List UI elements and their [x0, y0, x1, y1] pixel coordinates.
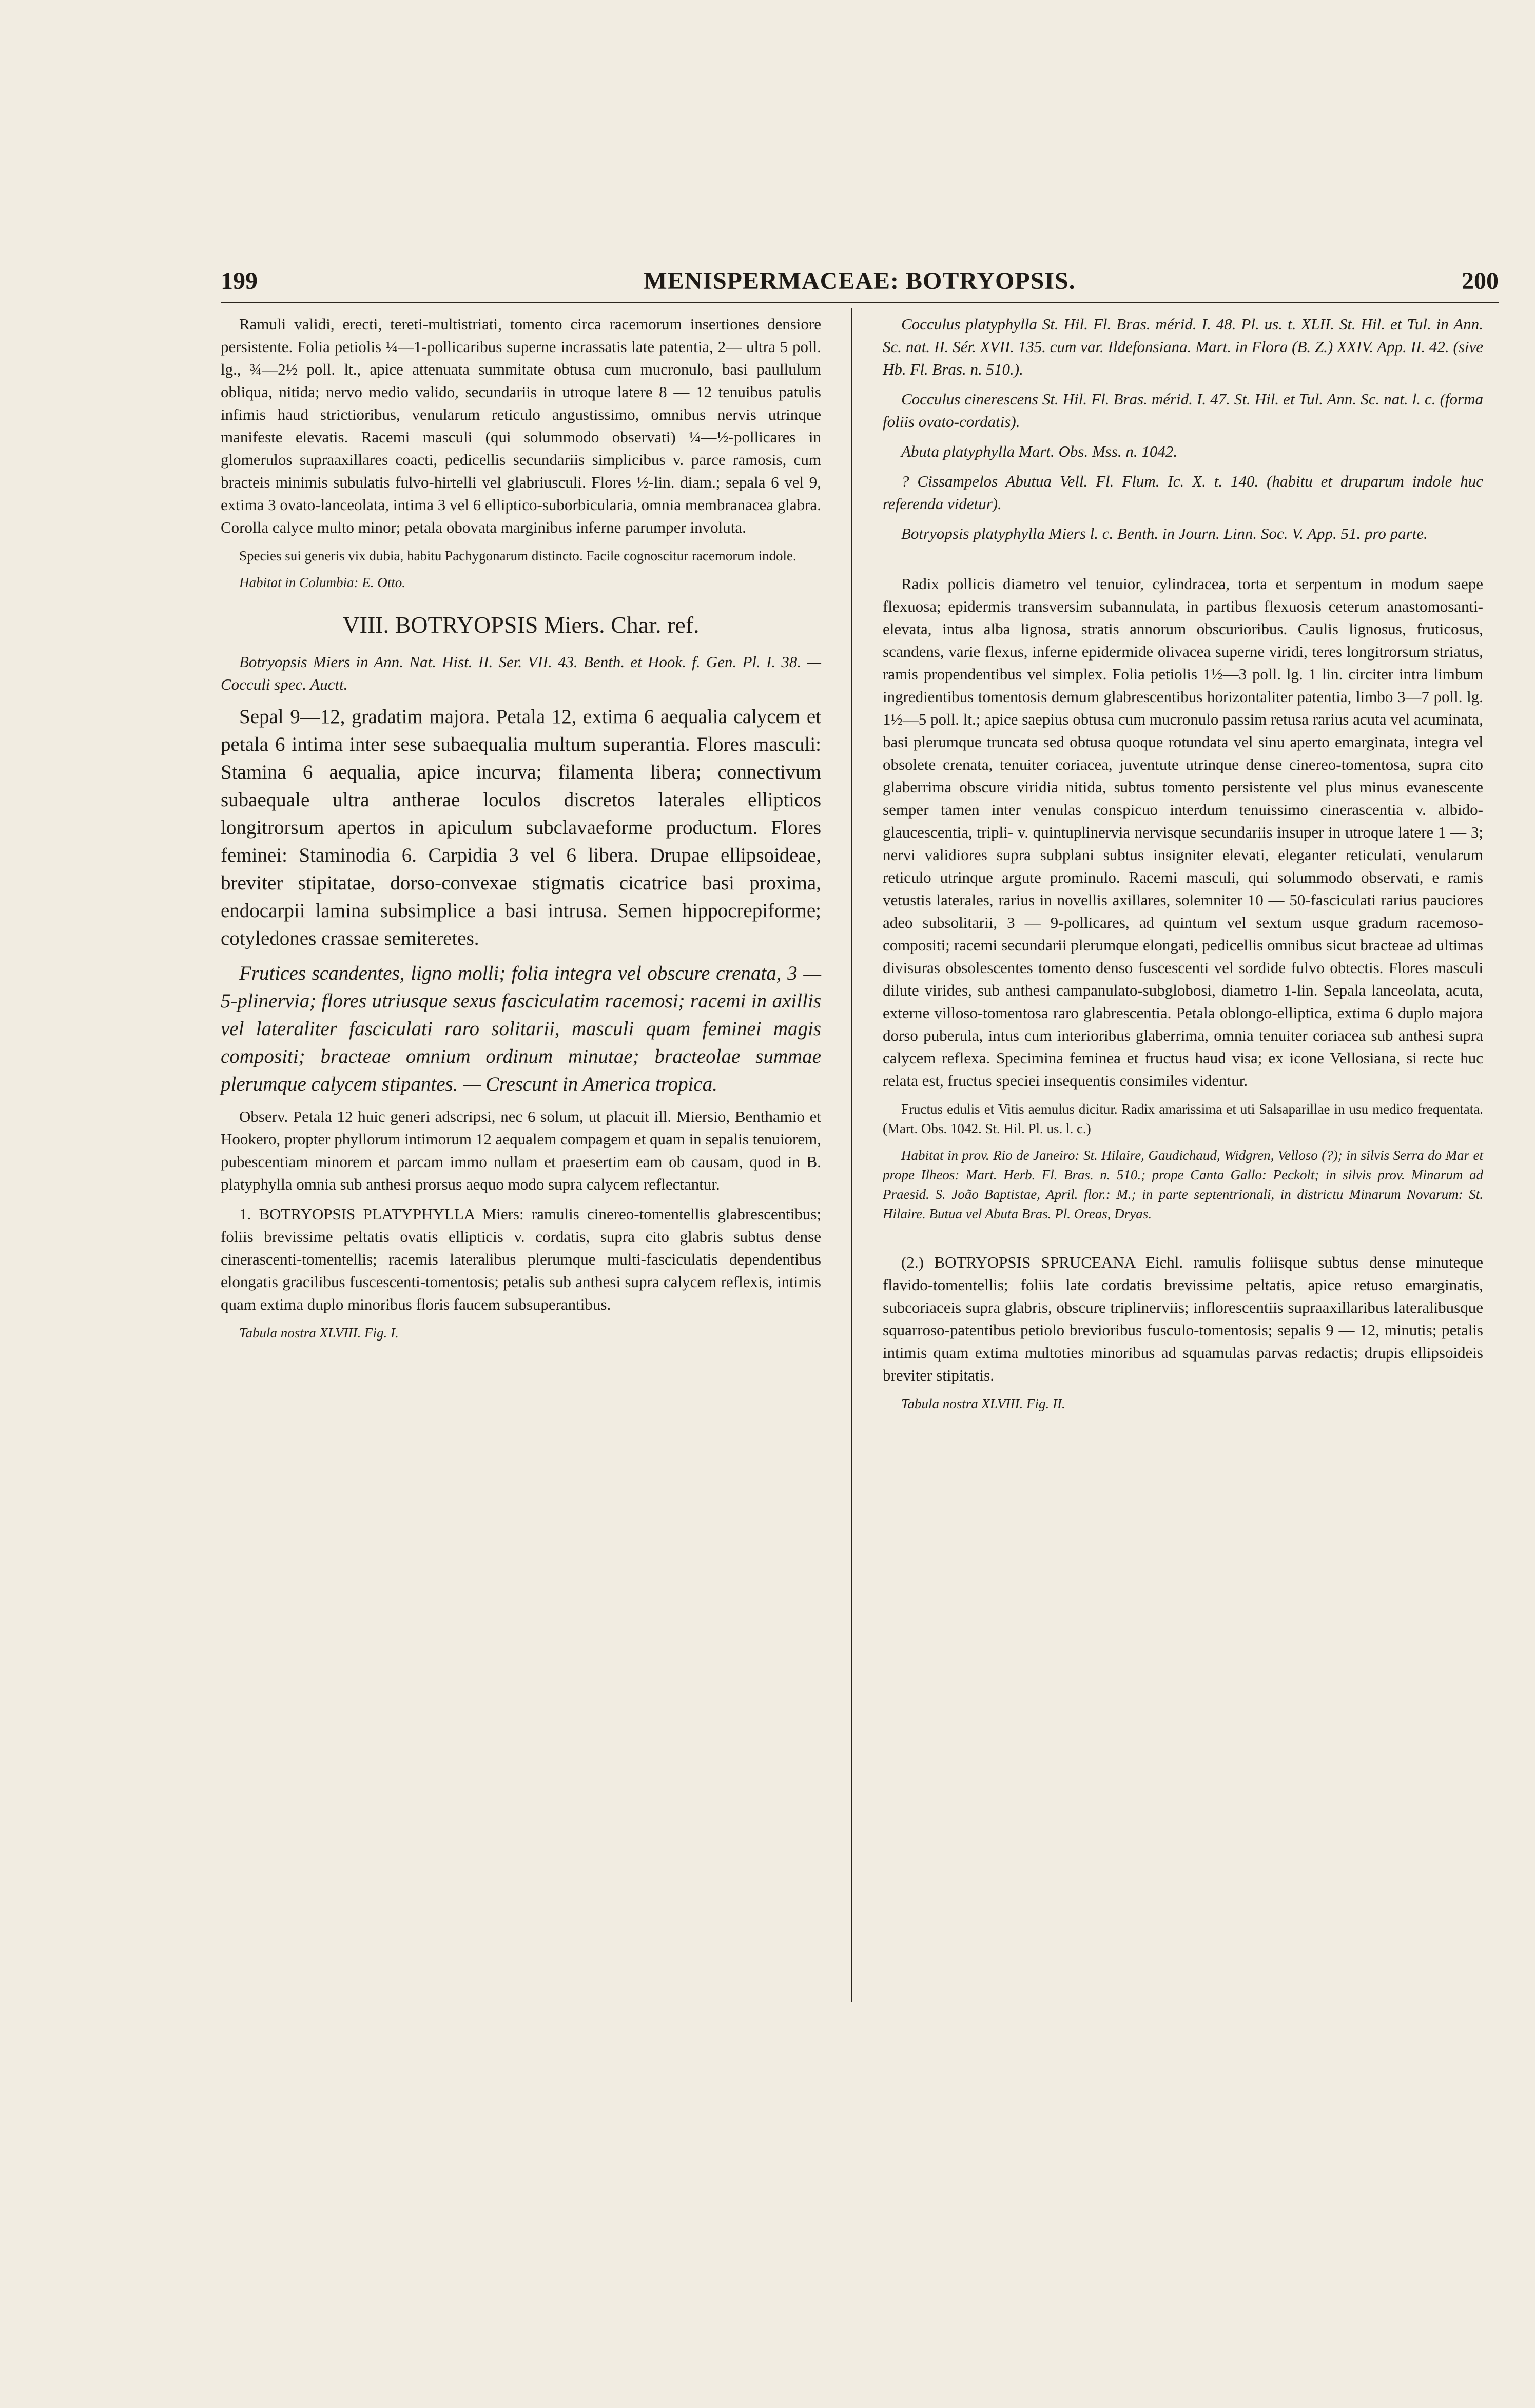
description-paragraph: Ramuli validi, erecti, tereti-multistriati, tomento circa racemorum insertiones densiore persistente. Folia petiolis ¼—1-pollicaribus superne incrassatis late patentia, 2— ultra 5 poll. lg., ¾—2½ poll. lt., apice attenuata summitate obtusa cum mucronulo, basi paullulum obliqua, nitida; nervo medio valido, secundariis in utroque latere 8 — 12 tenuibus patulis infimis haud strictioribus, venularum reticulo angustissimo, omnibus nervis utrinque manifeste elevatis. Racemi masculi (qui solummodo observati) ¼—½-pollicares in glomerulos supraaxillares coacti, pedicellis secundariis simplicibus v. parce ramosis, cum bracteis minimis subulatis fulvo-hirtelli vel glabriusculi. Flores ½-lin. diam.; sepala 6 vel 9, extima 3 ovato-lanceolata, intima 3 vel 6 elliptico-suborbicularia, omnia membranacea glabra. Corolla calyce multo minor; petala obovata marginibus inferne parumper involuta. — [221, 315, 821, 536]
header-rule — [221, 302, 1499, 303]
genus-character-paragraph: Sepal 9—12, gradatim majora. Petala 12, extima 6 aequalia calycem et petala 6 intima inter sese subaequalia multum superantia. Flores masculi: Stamina 6 aequalia, apice incurva; filamenta libera; connectivum subaequale ultra antherae loculos discretos laterales ellipticos longitrorsum apertos in apiculum subclavaeforme productum. Flores feminei: Staminodia 6. Carpidia 3 vel 6 libera. Drupae ellipsoideae, breviter stipitatae, dorso-convexae stigmatis cicatrice basi proxima, endocarpii lamina subsimplice a basi intrusa. Semen hippocrepiforme; cotyledones crassae semiteretes. — [221, 706, 821, 949]
synonym-cocculus-platyphylla: Cocculus platyphylla St. Hil. Fl. Bras. mérid. I. 48. Pl. us. t. XLII. St. Hil. et Tul. in Ann. Sc. nat. II. Sér. XVII. 135. cum var. Ildefonsiana. Mart. in Flora (B. Z.) XXIV. App. II. 42. (sive Hb. Fl. Bras. n. 510.). — [883, 315, 1483, 378]
synonym-abuta-platyphylla: Abuta platyphylla Mart. Obs. Mss. n. 1042. — [901, 442, 1178, 460]
plate-reference: Tabula nostra XLVIII. Fig. I. — [239, 1325, 399, 1341]
running-title: MENISPERMACEAE: BOTRYOPSIS. — [644, 267, 1076, 295]
note-paragraph: Species sui generis vix dubia, habitu Pachygonarum distincto. Facile cognoscitur racemorum indole. — [239, 548, 796, 564]
synonym-cocculus-cinerescens: Cocculus cinerescens St. Hil. Fl. Bras. mérid. I. 47. St. Hil. et Tul. Ann. Sc. nat. l. c. (forma foliis ovato-cordatis). — [883, 390, 1483, 431]
right-column — [883, 313, 1483, 2217]
species-diagnosis-paragraph: 1. BOTRYOPSIS PLATYPHYLLA Miers: ramulis cinereo-tomentellis glabrescentibus; foliis brevissime peltatis ovatis ellipticis v. cordatis, supra cito glabris subtus dense cinerascenti-tomentellis; racemis lateralibus plerumque multi-fasciculatis dependentibus elongatis gracilibus fuscescenti-tomentosis; petalis sub anthesi supra calycem reflexis, intimis quam extima duplo minoribus floris faucem subsuperantibus. — [221, 1205, 821, 1313]
observation-paragraph: Observ. Petala 12 huic generi adscripsi, nec 6 solum, ut placuit ill. Miersio, Benthamio et Hookero, propter phyllorum intimorum 12 aequalem compagem et quam in sepalis tenuiorem, pubescentiam minorem et parcam immo nullam et praesertim eam ob causam, quod in B. platyphylla omnia sub anthesi prorsus aequo modo supra calycem reflectantur. — [221, 1108, 821, 1193]
second-species-diagnosis: (2.) BOTRYOPSIS SPRUCEANA Eichl. ramulis foliisque subtus dense minuteque flavido-tomentellis; foliis late cordatis brevissime peltatis, apice retuso emarginatis, subcoriaceis supra glabris, obscure triplinerviis; inflorescentiis supraaxillaribus lateralibusque squarroso-patentibus petiolo brevioribus fusculo-tomentosis; sepalis 9 — 12, minutis; petalis intimis quam extima multoties minoribus ad squamulas parvas redactis; drupis ellipsoideis breviter stipitatis. — [883, 1253, 1483, 1384]
right-page-number: 200 — [1462, 267, 1499, 295]
column-divider — [851, 308, 852, 2002]
uses-note: Fructus edulis et Vitis aemulus dicitur. Radix amarissima et uti Salsaparillae in usu medico frequentata. (Mart. Obs. 1042. St. Hil. Pl. us. l. c.) — [883, 1101, 1483, 1136]
synonymy-paragraph: Botryopsis Miers in Ann. Nat. Hist. II. Ser. VII. 43. Benth. et Hook. f. Gen. Pl. I. 38. — Cocculi spec. Auctt. — [221, 653, 821, 693]
plate-reference: Tabula nostra XLVIII. Fig. II. — [901, 1396, 1065, 1411]
section-gap — [883, 552, 1483, 573]
genus-heading: VIII. BOTRYOPSIS Miers. Char. ref. — [342, 612, 700, 638]
genus-habit-paragraph: Frutices scandentes, ligno molli; folia integra vel obscure crenata, 3 — 5-plinervia; flores utriusque sexus fasciculatim racemosi; racemi in axillis vel lateraliter fasciculati raro solitarii, masculi quam feminei magis compositi; bracteae omnium ordinum minutae; bracteolae summae plerumque calycem stipantes. — Crescunt in America tropica. — [221, 962, 821, 1095]
habitat-paragraph: Habitat in prov. Rio de Janeiro: St. Hilaire, Gaudichaud, Widgren, Velloso (?); in silvis Serra do Mar et prope Ilheos: Mart. Herb. Fl. Bras. n. 510.; prope Canta Gallo: Peckolt; in silvis prov. Minarum ad Praesid. S. João Baptistae, April. flor.: M.; in parte septentrionali, in districtu Minarum Novarum: St. Hilaire. Butua vel Abuta Bras. Pl. Oreas, Dryas. — [883, 1148, 1483, 1221]
left-page-number: 199 — [221, 267, 258, 295]
left-column — [221, 313, 821, 2217]
synonym-botryopsis: Botryopsis platyphylla Miers l. c. Benth. in Journ. Linn. Soc. V. App. 51. pro parte. — [901, 525, 1428, 542]
habitat-line: Habitat in Columbia: E. Otto. — [239, 575, 405, 590]
synonym-cissampelos: ? Cissampelos Abutua Vell. Fl. Flum. Ic. X. t. 140. (habitu et druparum indole huc referenda videtur). — [883, 472, 1483, 513]
section-gap — [883, 1231, 1483, 1251]
running-head — [221, 267, 1499, 303]
species-description-paragraph: Radix pollicis diametro vel tenuior, cylindracea, torta et serpentum in modum saepe flexuosa; epidermis transversim subannulata, in partibus flexuosis ceterum anastomosanti-elevata, intus alba lignosa, stratis annorum obscurioribus. Caulis lignosus, fruticosus, scandens, varie flexus, inferne epidermide olivacea superne viridi, teres longitrorsum striatus, ramis propendentibus vel simplex. Folia petiolis 1½—3 poll. lg. 1 lin. circiter intra limbum ingredientibus tomentosis demum glabrescentibus horizontaliter patentia, limbo 3—7 poll. lg. 1½—5 poll. lt.; apice saepius obtusa cum mucronulo passim retusa rarius acuta vel acuminata, basi plerumque truncata sed obtusa quoque rotundata vel sinu aperto emarginata, integra vel obsolete crenata, tenuiter coriacea, juventute utrinque dense cinereo-tomentosa, supra cito glaberrima obscure viridia nitida, subtus tomento persistente vel plus minus evanescente semper tamen inter venulas conspicuo interdum tenuissimo cinerascentia v. albido-glaucescentia, tripli- v. quintuplinervia nervisque secundariis insuper in utroque latere 1 — 3; nervi validiores supra subplani subtus insigniter elevati, eleganter reticulati, venularum reticulo utrinque argute prominulo. Racemi masculi, qui solummodo observati, e ramis vetustis laterales, rarius in novellis axillares, solemniter 10 — 50-fasciculati rarius pauciores adeo subsolitarii, 3 — 9-pollicares, ad quintum vel sextum usque gradum racemoso-compositi; racemi secundarii plerumque elongati, pedicellis omnibus sicut bracteae ad ultimas divisuras obsolescentes tomento denso fuscescenti vel sordide fulvo obtectis. Flores masculi dilute virides, sub anthesi campanulato-subglobosi, diametro 1-lin. Sepala lanceolata, acuta, externe villoso-tomentosa raro glabrescentia. Petala oblongo-elliptica, extima 6 duplo majora dorso puberula, intus cum interioribus glaberrima, omnia tenuiter coriacea sub anthesi supra calycem reflexa. Specimina feminea et fructus haud visa; ex icone Vellosiana, si recte huc relata est, fructus speciei insequentis consimiles videntur. — [883, 575, 1483, 1090]
book-page — [221, 267, 1499, 2217]
